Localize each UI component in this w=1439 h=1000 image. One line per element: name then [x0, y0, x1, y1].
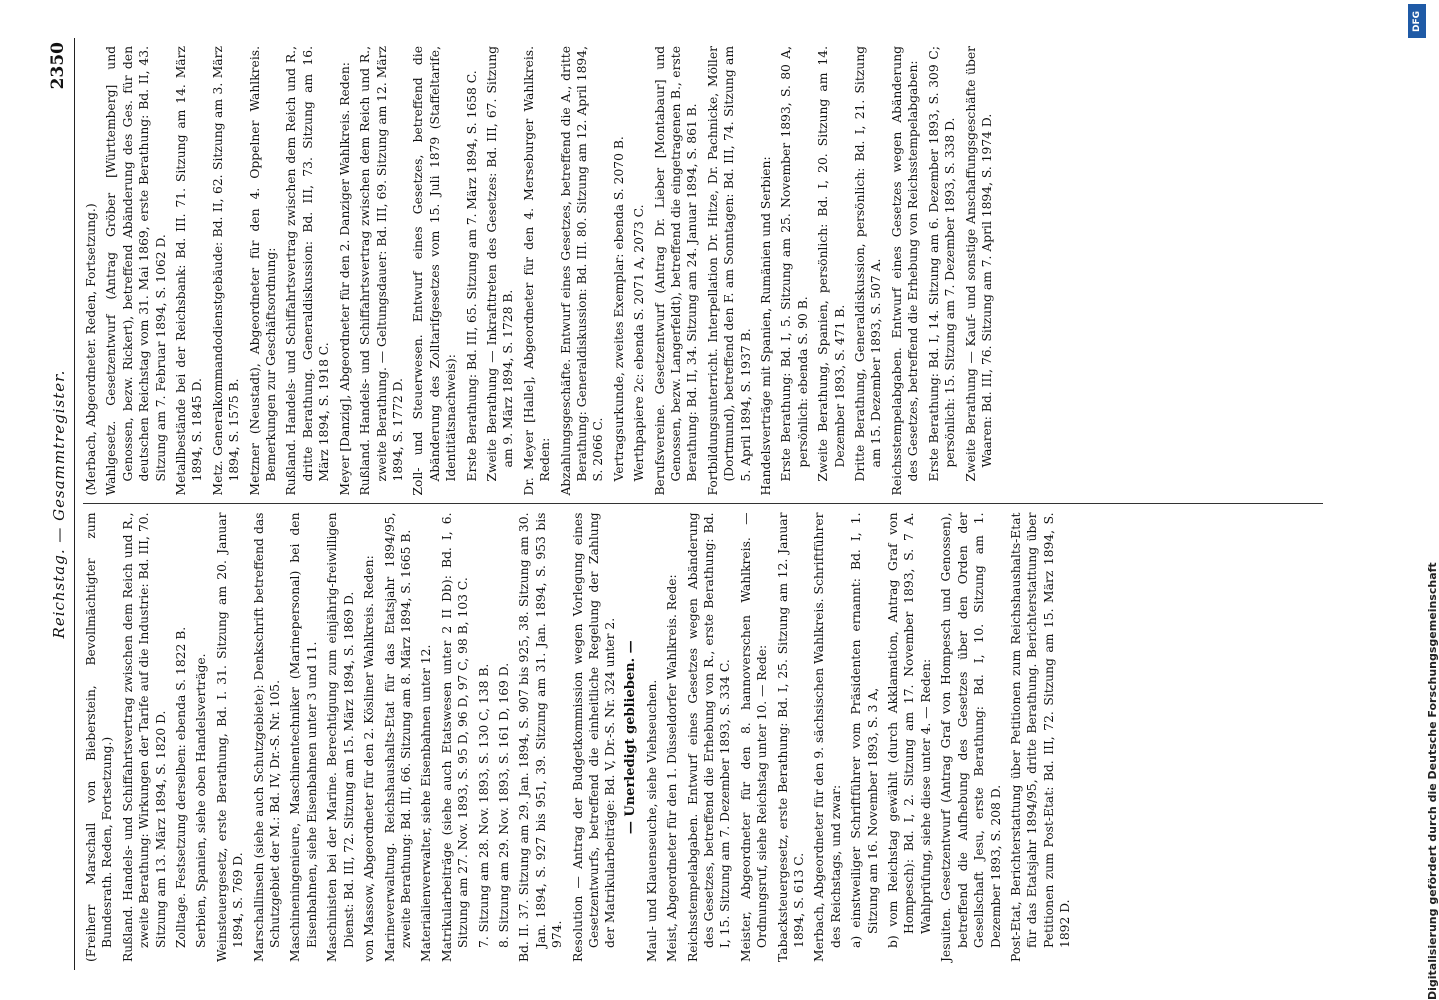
register-entry: Maschinisten bei der Marine. Berechtigung zum einjährig-freiwilligen Dienst: Bd. III, 72. Sitzung am 15. März 1894, S. 1869 D.	[325, 512, 356, 962]
digitization-sidebar	[1404, 0, 1439, 1000]
register-entry: Erste Berathung: Bd. I, 5. Sitzung am 25. November 1893, S. 80 A, persönlich: ebenda S. 90 B.	[779, 46, 810, 482]
register-entry: Zweite Berathung, Spanien, persönlich: Bd. I, 20. Sitzung am 14. Dezember 1893, S. 471 B.	[816, 46, 847, 482]
register-entry: Vertragsurkunde, zweites Exemplar: ebenda S. 2070 B.	[611, 136, 626, 482]
register-entry: Dr. Meyer [Halle], Abgeordneter für den 4. Merseburger Wahlkreis. Reden:	[521, 46, 553, 496]
register-entry: (Freiherr Marschall von Bieberstein, Bevollmächtigter zum Bundesrath. Reden, Fortsetzung.)	[84, 512, 115, 962]
register-entry: a) einstweiliger Schriftführer vom Präsidenten ernannt: Bd. I, 1. Sitzung am 16. November 1893, S. 3 A,	[849, 512, 880, 948]
register-entry: Jesuiten. Gesetzentwurf (Antrag Graf von Hompesch und Genossen), betreffend die Aufhebung des Gesetzes über den Orden der Gesellschaft Jesu, erste Berathung: Bd. I, 10. Sitzung am 1. Dezember 1893, S. 208 D.	[939, 512, 1003, 962]
register-entry: Zweite Berathung — Kauf- und sonstige Anschaffungsgeschäfte über Waaren: Bd. III, 76. Sitzung am 7. April 1894, S. 1974 D.	[963, 46, 994, 482]
register-entry: Meyer [Danzig], Abgeordneter für den 2. Danziger Wahlkreis. Reden:	[337, 62, 352, 496]
register-entry: Fortbildungsunterricht. Interpellation Dr. Hitze, Dr. Pachnicke, Möller (Dortmund), betreffend den F. am Sonntagen: Bd. III, 74. Sitzung am 5. April 1894, S. 1937 B.	[705, 46, 753, 496]
register-entry: Abzahlungsgeschäfte. Entwurf eines Gesetzes, betreffend die A., dritte Berathung: Generaldiskussion: Bd. III. 80. Sitzung am 12. April 1894, S. 2066 C.	[558, 46, 606, 496]
register-entry: Maul- und Klauenseuche, siehe Viehseuchen.	[644, 679, 659, 962]
register-entry: 7. Sitzung am 28. Nov. 1893, S. 130 C, 138 B.	[476, 663, 491, 948]
register-entry: Berufsvereine. Gesetzentwurf (Antrag Dr. Lieber [Montabaur] und Genossen, bezw. Langerfeldt), betreffend die eingetragenen B., erste Berathung: Bd. II, 34. Sitzung am 24. Januar 1894, S. 861 B.	[652, 46, 700, 496]
register-entry: Erste Berathung: Bd. I, 14. Sitzung am 6. Dezember 1893, S. 309 C; persönlich: 15. Sitzung am 7. Dezember 1893, S. 338 D.	[926, 46, 958, 482]
right-column	[83, 38, 1323, 504]
running-title: Reichstag. — Gesammtregister.	[50, 369, 68, 639]
register-entry: Rußland. Handels- und Schiffahrtsvertrag zwischen dem Reich und R., zweite Berathung. — Geltungsdauer: Bd. III, 69. Sitzung am 12. März 1894, S. 1772 D.	[358, 46, 405, 496]
register-entry: Rußland. Handels- und Schiffahrtsvertrag zwischen dem Reich und R., zweite Berathung: Wirkungen der Tarife auf die Industrie: Bd. III, 70. Sitzung am 13. März 1894, S. 1820 D.	[120, 512, 168, 962]
register-entry: Metzner (Neustadt), Abgeordneter für den 4. Oppelner Wahlkreis. Bemerkungen zur Geschäftsordnung:	[247, 46, 279, 496]
register-entry: Bd. II. 37. Sitzung am 29. Jan. 1894, S. 907 bis 925, 38. Sitzung am 30. Jan. 1894, S. 927 bis 951, 39. Sitzung am 31. Jan. 1894, S. 953 bis 974.	[517, 512, 565, 962]
dfg-logo: DFG	[1408, 4, 1426, 38]
register-entry: Wahlgesetz. Gesetzentwurf (Antrag Gröber [Württemberg] und Genossen, bezw. Rickert), betreffend Abänderung des Ges. für den deutschen Reichstag vom 31. Mai 1869, erste Berathung: Bd. II, 43. Sitzung am 7. Februar 1894, S. 1062 D.	[104, 46, 168, 496]
register-entry: Marineverwaltung. Reichshaushalts-Etat für das Etatsjahr 1894/95, zweite Berathung: Bd. III, 66. Sitzung am 8. März 1894, S. 1665 B.	[382, 512, 413, 962]
register-entry: Zweite Berathung — Inkrafttreten des Gesetzes: Bd. III, 67. Sitzung am 9. März 1894, S. 1728 B.	[484, 46, 516, 482]
register-entry: Materialienverwalter, siehe Eisenbahnen unter 12.	[419, 644, 434, 962]
register-entry: Werthpapiere 2c: ebenda S. 2071 A, 2073 C.	[632, 204, 647, 482]
register-entry: Zolltage. Festsetzung derselben: ebenda S. 1822 B.	[174, 626, 189, 948]
register-entry: Reichsstempelabgaben. Entwurf eines Gesetzes wegen Abänderung des Gesetzes, betreffend die Erhebung von Reichsstempelabgaben:	[889, 46, 921, 496]
register-entry: Rußland. Handels- und Schiffahrtsvertrag zwischen dem Reich und R., dritte Berathung. Generaldiskussion: Bd. III, 73. Sitzung am 16. März 1894, S. 1918 C.	[284, 46, 332, 496]
register-entry: Metz. Generalkommandodienstgebäude: Bd. II, 62. Sitzung am 3. März 1894, S. 1575 B.	[210, 46, 242, 496]
register-entry: Zoll- und Steuerwesen. Entwurf eines Gesetzes, betreffend die Abänderung des Zolltarifgesetzes vom 15. Juli 1879 (Staffeltarife, Identitätsnachweis):	[411, 46, 459, 496]
register-entry: Weinsteuergesetz, erste Berathung, Bd. I. 31. Sitzung am 20. Januar 1894, S. 769 D.	[214, 512, 246, 962]
register-entry: Reichsstempelabgaben. Entwurf eines Gesetzes wegen Abänderung des Gesetzes, betreffend die Erhebung von R., erste Berathung: Bd. I, 15. Sitzung am 7. Dezember 1893, S. 334 C.	[685, 512, 733, 962]
separator-note: — Unerledigt geblieben. —	[622, 640, 638, 835]
register-entry: 8. Sitzung am 29. Nov. 1893, S. 161 D, 169 D.	[496, 662, 511, 948]
register-entry: (Merbach, Abgeordneter. Reden, Fortsetzung.)	[84, 203, 98, 496]
register-entry: Maschineningenieure, Maschinentechniker (Marinepersonal) bei den Eisenbahnen, siehe Eisenbahnen unter 3 und 11.	[288, 512, 319, 962]
left-column	[83, 504, 1323, 971]
register-entry: Tabacksteuergesetz, erste Berathung: Bd. I, 25. Sitzung am 12. Januar 1894, S. 613 C.	[775, 512, 807, 962]
register-entry: Handelsverträge mit Spanien, Rumänien und Serbien:	[759, 156, 774, 496]
register-entry: Metallbestände bei der Reichsbank: Bd. III. 71. Sitzung am 14. März 1894, S. 1845 D.	[174, 46, 205, 496]
register-entry: Serbien, Spanien, siehe oben Handelsverträge.	[194, 653, 209, 948]
register-entry: Dritte Berathung, Generaldiskussion, persönlich: Bd. I, 21. Sitzung am 15. Dezember 1893, S. 507 A.	[853, 46, 884, 482]
register-entry: Merbach, Abgeordneter für den 9. sächsischen Wahlkreis. Schriftführer des Reichstags, und zwar:	[812, 512, 843, 962]
register-entry: Meist, Abgeordneter für den 1. Düsseldorfer Wahlkreis. Rede:	[665, 574, 680, 962]
register-entry: Resolution — Antrag der Budgetkommission wegen Vorlegung eines Gesetzentwurfs, betreffend die einheitliche Regelung der Zahlung der Matrikularbeiträge: Bd. V, Dr.-S. Nr. 324 unter 2.	[570, 512, 618, 962]
page-number: 2350	[48, 42, 68, 90]
two-column-body	[83, 38, 1323, 970]
register-entry: b) vom Reichstag gewählt (durch Akklamation, Antrag Graf von Hompesch): Bd. I, 2. Sitzung am 17. November 1893, S. 7 A. Wahlprüfung, siehe diese unter 4. — Reden:	[886, 512, 933, 948]
register-entry: Post-Etat, Berichterstattung über Petitionen zum Reichshaushalts-Etat für das Etatsjahr 1894/95, dritte Berathung. Berichterstattung über Petitionen zum Post-Etat: Bd. III, 72. Sitzung am 15. März 1894, S. 1892 D.	[1008, 512, 1073, 962]
register-entry: von Massow, Abgeordneter für den 2. Kösliner Wahlkreis. Reden:	[362, 555, 377, 962]
page-header	[48, 38, 75, 970]
register-entry: Matrikularbeiträge (siehe auch Etatswesen unter 2 II Db): Bd. I, 6. Sitzung am 27. Nov. 1893, S. 95 D, 96 D, 97 C, 98 B, 103 C.	[439, 512, 471, 962]
digitization-note: Digitalisierung gefördert durch die Deutsche Forschungsgemeinschaft	[1426, 562, 1439, 1000]
register-entry: Erste Berathung: Bd. III, 65. Sitzung am 7. März 1894, S. 1658 C.	[464, 70, 479, 482]
register-entry: Meister, Abgeordneter für den 8. hannoverschen Wahlkreis. — Ordnungsruf, siehe Reichstag unter 10. — Rede:	[738, 512, 770, 962]
register-entry: Marschallinseln (siehe auch Schutzgebiete): Denkschrift betreffend das Schutzgebiet der M.: Bd. IV, Dr.-S. Nr. 105.	[251, 512, 283, 962]
